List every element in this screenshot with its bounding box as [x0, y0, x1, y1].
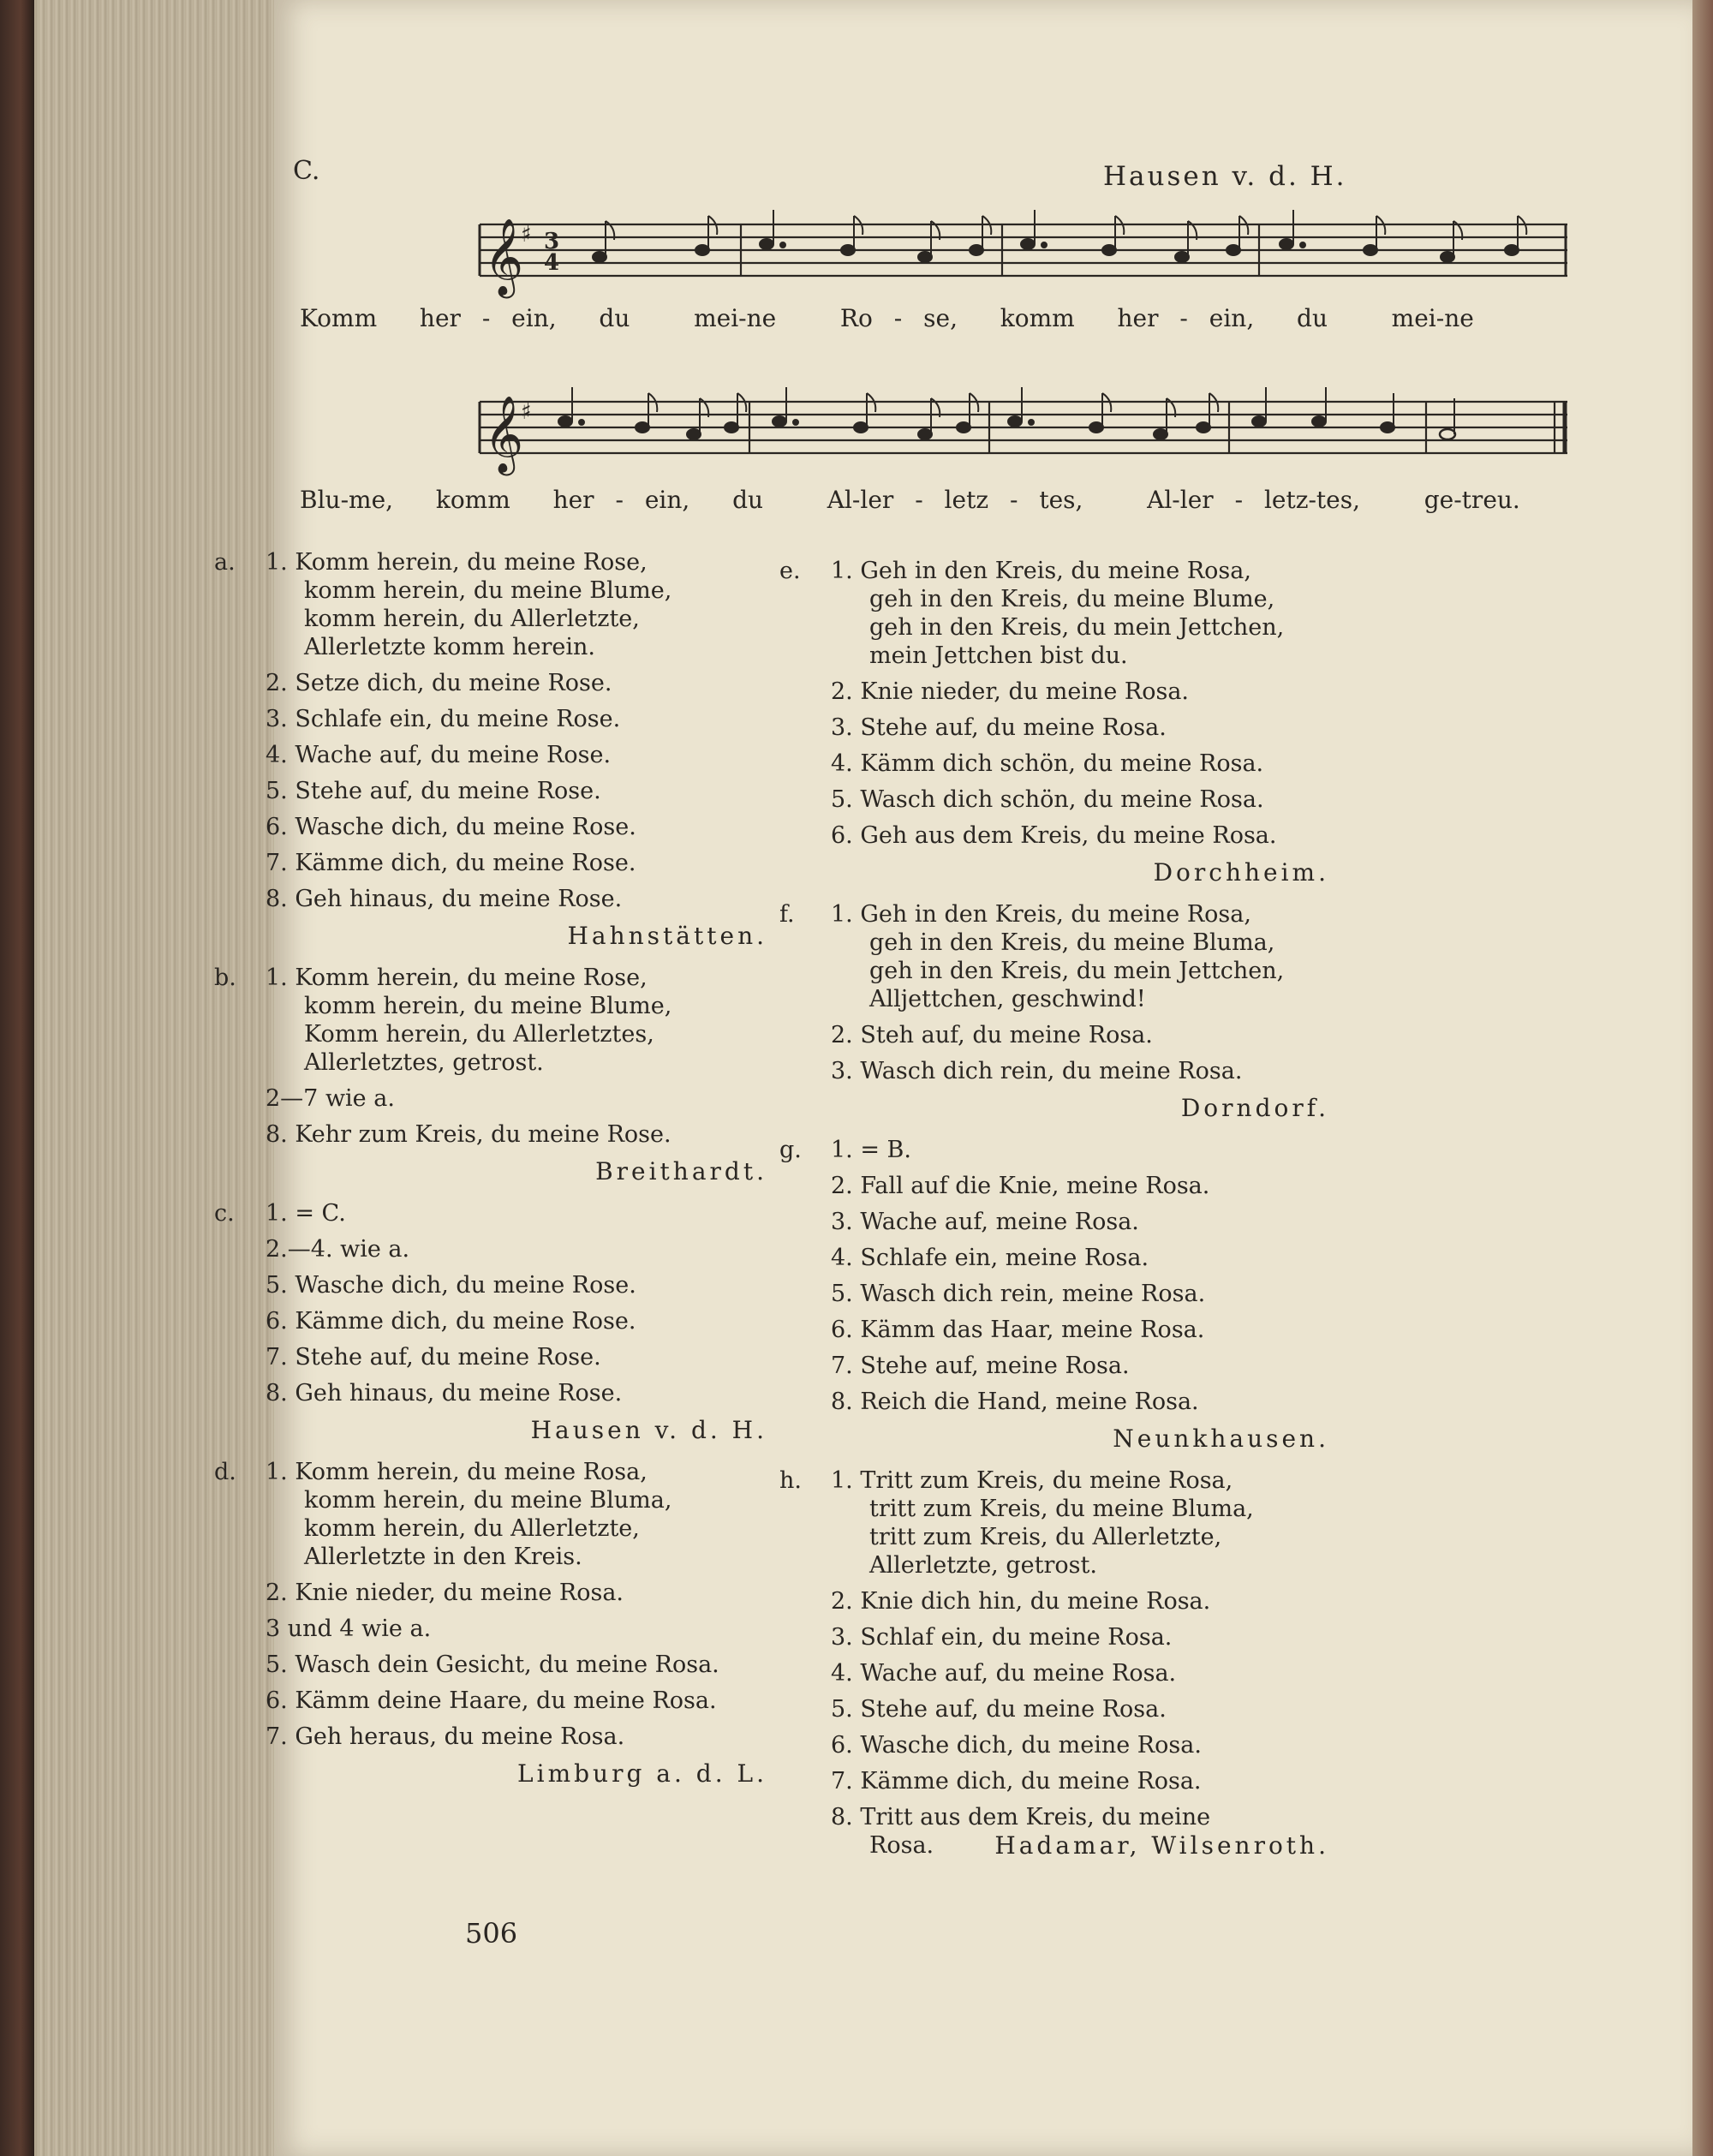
- variant-letter: h.: [779, 1467, 802, 1494]
- verse-line: 4. Wache auf, du meine Rosa.: [831, 1660, 1177, 1687]
- verse-column-right: [779, 557, 1345, 1873]
- verse-line: 3 und 4 wie a.: [266, 1616, 432, 1642]
- svg-text:3: 3: [544, 229, 560, 254]
- variant-letter: d.: [214, 1459, 236, 1485]
- verse-line: Allerletztes, getrost.: [304, 1049, 544, 1076]
- verse-line: komm herein, du meine Blume,: [304, 577, 672, 604]
- variant-d: [214, 1458, 779, 1788]
- verse-line: 2. Fall auf die Knie, meine Rosa.: [831, 1173, 1210, 1199]
- verse-line: 8. Kehr zum Kreis, du meine Rose.: [266, 1121, 671, 1148]
- variant-f: [779, 900, 1345, 1122]
- verse-line: 2. Setze dich, du meine Rose.: [266, 670, 612, 696]
- verse-line: 3. Schlafe ein, du meine Rose.: [266, 706, 621, 732]
- melody-label: C.: [293, 156, 320, 186]
- verse-column-left: [214, 548, 779, 1801]
- variant-letter: f.: [779, 901, 795, 928]
- variant-e: [779, 557, 1345, 887]
- verse-line: Allerletzte komm herein.: [304, 634, 596, 660]
- verse-line: mein Jettchen bist du.: [869, 642, 1128, 669]
- verse-line: 6. Kämm deine Haare, du meine Rosa.: [266, 1687, 717, 1714]
- verse-line: 2.—4. wie a.: [266, 1236, 410, 1263]
- verse-line: geh in den Kreis, du meine Blume,: [869, 586, 1275, 612]
- place-name: Hausen v. d. H.: [530, 1416, 767, 1444]
- verse-line: 3. Wache auf, meine Rosa.: [831, 1209, 1139, 1235]
- verse-line: 7. Stehe auf, du meine Rose.: [266, 1344, 601, 1371]
- verse-line: 4. Schlafe ein, meine Rosa.: [831, 1245, 1149, 1271]
- verse-line: 7. Kämme dich, du meine Rosa.: [831, 1768, 1202, 1795]
- variant-a: [214, 548, 779, 950]
- melody-place: Hausen v. d. H.: [1103, 161, 1347, 192]
- verse-line: 8. Geh hinaus, du meine Rose.: [266, 886, 623, 912]
- verse-line: 1. Komm herein, du meine Rose,: [266, 965, 648, 991]
- verse-line: 2. Steh auf, du meine Rosa.: [831, 1022, 1153, 1048]
- verse-line: komm herein, du Allerletzte,: [304, 606, 640, 632]
- verse-line: 5. Wasch dich schön, du meine Rosa.: [831, 786, 1264, 813]
- place-name: Hadamar, Wilsenroth.: [994, 1831, 1329, 1860]
- verse-line: 5. Stehe auf, du meine Rose.: [266, 778, 601, 804]
- variant-g: [779, 1136, 1345, 1453]
- verse-line: 3. Wasch dich rein, du meine Rosa.: [831, 1058, 1243, 1084]
- svg-text:♯: ♯: [521, 399, 532, 425]
- verse-line: Alljettchen, geschwind!: [869, 986, 1146, 1012]
- verse-line: 5. Wasch dich rein, meine Rosa.: [831, 1281, 1206, 1307]
- svg-text:♯: ♯: [521, 222, 532, 248]
- svg-text:4: 4: [544, 250, 560, 276]
- lyrics-line-2: Blu-me, komm her - ein, du Al-ler - letz - tes, Al-ler - letz-tes, ge-treu.: [300, 486, 1520, 514]
- verse-last-row: [831, 1831, 1345, 1860]
- verse-line: 2—7 wie a.: [266, 1085, 395, 1112]
- verse-line: geh in den Kreis, du meine Bluma,: [869, 929, 1275, 956]
- verse-line: 6. Geh aus dem Kreis, du meine Rosa.: [831, 822, 1277, 849]
- verse-line: 7. Stehe auf, meine Rosa.: [831, 1353, 1130, 1379]
- verse-line: 7. Kämme dich, du meine Rose.: [266, 850, 636, 876]
- verse-line: 6. Wasche dich, du meine Rose.: [266, 814, 636, 840]
- music-staff-1: [197, 206, 1576, 300]
- book-cover-left: [0, 0, 34, 2156]
- place-name: Dorndorf.: [1180, 1094, 1329, 1122]
- verse-line: 4. Kämm dich schön, du meine Rosa.: [831, 750, 1264, 777]
- place-name: Breithardt.: [595, 1157, 767, 1186]
- verse-line: 1. = C.: [266, 1200, 346, 1227]
- lyrics-line-1: Komm her - ein, du mei-ne Ro - se, komm her - ein, du mei-ne: [300, 304, 1474, 332]
- verse-line: 8. Tritt aus dem Kreis, du meine: [831, 1804, 1211, 1831]
- verse-line: 6. Kämme dich, du meine Rose.: [266, 1308, 636, 1335]
- place-name: Limburg a. d. L.: [517, 1759, 767, 1788]
- verse-line: 3. Stehe auf, du meine Rosa.: [831, 714, 1167, 741]
- verse-line: Allerletzte, getrost.: [869, 1552, 1097, 1579]
- svg-text:𝄞: 𝄞: [484, 218, 524, 296]
- svg-text:𝄞: 𝄞: [484, 396, 524, 473]
- place-name: Dorchheim.: [1153, 858, 1329, 887]
- book-cover-right: [1692, 0, 1713, 2156]
- verse-line: Rosa.: [869, 1832, 934, 1859]
- place-name: Neunkhausen.: [1113, 1424, 1329, 1453]
- variant-letter: c.: [214, 1200, 235, 1227]
- verse-line: komm herein, du Allerletzte,: [304, 1515, 640, 1542]
- verse-line: geh in den Kreis, du mein Jettchen,: [869, 958, 1285, 984]
- verse-line: 1. Komm herein, du meine Rose,: [266, 549, 648, 576]
- verse-line: komm herein, du meine Blume,: [304, 993, 672, 1019]
- variant-b: [214, 964, 779, 1186]
- verse-line: 8. Geh hinaus, du meine Rose.: [266, 1380, 623, 1406]
- variant-letter: a.: [214, 549, 236, 576]
- verse-line: 1. Komm herein, du meine Rosa,: [266, 1459, 648, 1485]
- verse-line: Komm herein, du Allerletztes,: [304, 1021, 654, 1048]
- verse-line: geh in den Kreis, du mein Jettchen,: [869, 614, 1285, 641]
- verse-line: 4. Wache auf, du meine Rose.: [266, 742, 612, 768]
- verse-line: tritt zum Kreis, du Allerletzte,: [869, 1524, 1222, 1550]
- verse-line: 1. Geh in den Kreis, du meine Rosa,: [831, 558, 1251, 584]
- verse-line: 6. Wasche dich, du meine Rosa.: [831, 1732, 1202, 1759]
- place-name: Hahnstätten.: [567, 922, 767, 950]
- verse-line: 7. Geh heraus, du meine Rosa.: [266, 1723, 625, 1750]
- variant-letter: e.: [779, 558, 801, 584]
- verse-line: 3. Schlaf ein, du meine Rosa.: [831, 1624, 1173, 1651]
- variant-letter: b.: [214, 965, 236, 991]
- music-staff-2: [197, 383, 1576, 477]
- verse-line: 8. Reich die Hand, meine Rosa.: [831, 1389, 1199, 1415]
- variant-c: [214, 1199, 779, 1444]
- verse-line: 2. Knie nieder, du meine Rosa.: [831, 678, 1190, 705]
- verse-line: 5. Wasche dich, du meine Rose.: [266, 1272, 636, 1299]
- verse-line: 2. Knie nieder, du meine Rosa.: [266, 1580, 624, 1606]
- verse-line: tritt zum Kreis, du meine Bluma,: [869, 1496, 1254, 1522]
- verse-line: 1. Tritt zum Kreis, du meine Rosa,: [831, 1467, 1233, 1494]
- verse-line: 1. Geh in den Kreis, du meine Rosa,: [831, 901, 1251, 928]
- verse-line: 6. Kämm das Haar, meine Rosa.: [831, 1317, 1205, 1343]
- verse-line: 5. Stehe auf, du meine Rosa.: [831, 1696, 1167, 1723]
- variant-letter: g.: [779, 1137, 802, 1163]
- verse-line: 2. Knie dich hin, du meine Rosa.: [831, 1588, 1211, 1615]
- verse-line: Allerletzte in den Kreis.: [304, 1544, 582, 1570]
- verse-line: komm herein, du meine Bluma,: [304, 1487, 672, 1514]
- page-number: 506: [465, 1917, 518, 1950]
- variant-h: [779, 1466, 1345, 1860]
- verse-line: 5. Wasch dein Gesicht, du meine Rosa.: [266, 1651, 719, 1678]
- verse-line: 1. = B.: [831, 1137, 911, 1163]
